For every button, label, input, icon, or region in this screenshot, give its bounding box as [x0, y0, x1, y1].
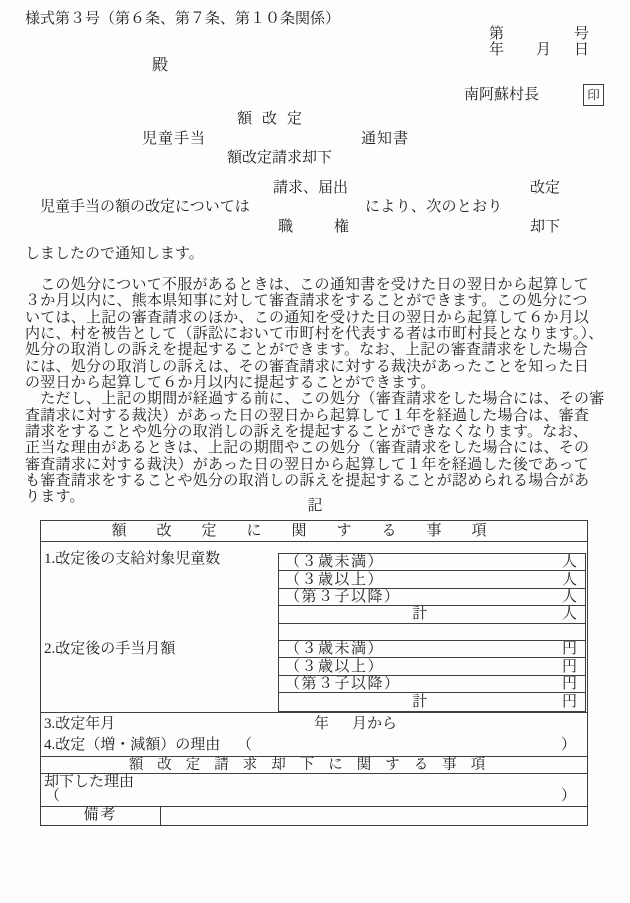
table-section1-header: 額改定に関する事項 [41, 521, 587, 542]
spacer-row [279, 624, 585, 641]
form-number: 様式第３号（第６条、第７条、第１０条関係） [25, 11, 341, 27]
row-unit: 人 [561, 571, 577, 588]
rejection-paren-close: ） [561, 788, 577, 804]
record-mark: 記 [307, 498, 323, 514]
child-count-row [279, 571, 585, 588]
title-suffix: 通知書 [361, 131, 410, 147]
row-unit: 人 [561, 554, 577, 571]
remarks-row [41, 806, 587, 825]
intro-lead: 児童手当の額の改定については [40, 199, 250, 215]
row-label: 計 [412, 606, 429, 623]
date-month-label: 月 [536, 42, 552, 58]
row-unit: 円 [561, 641, 577, 658]
remarks-label: 備考 [41, 807, 161, 825]
title-subject: 児童手当 [142, 131, 207, 147]
date-year-label: 年 [489, 42, 505, 58]
appeal-notice-line: の翌日から起算して６か月以内に提起することができます。 [25, 375, 436, 392]
addressee-honorific: 殿 [152, 57, 169, 74]
intro-means-bottom: 職権 [278, 219, 391, 235]
table-section2-header: 額改定請求却下に関する事項 [41, 756, 587, 774]
row-unit: 人 [561, 606, 577, 623]
intro-closing: しましたので通知します。 [25, 246, 204, 262]
doc-number-prefix: 第 [489, 26, 505, 42]
row-label: （３歳以上） [285, 658, 385, 675]
row-label: （第３子以降） [285, 675, 401, 692]
row-unit: 円 [561, 693, 577, 710]
official-seal-box: 印 [583, 84, 604, 106]
appeal-notice-line: 内に、村を被告として（訴訟において市町村を代表する者は市町村長となります。）、 [25, 326, 604, 343]
allowance-amount-total-row [279, 693, 585, 710]
table-items-region [41, 542, 587, 712]
rejection-paren-open: （ [45, 788, 61, 804]
child-count-row [279, 554, 585, 571]
allowance-amount-row [279, 641, 585, 658]
row-label: （第３子以降） [285, 588, 401, 605]
allowance-amount-row [279, 676, 585, 693]
appeal-notice-line: 請求をすることや処分の取消しの訴えを提起することができなくなります。なお、 [25, 424, 589, 441]
intro-result-bottom: 却下 [530, 219, 561, 235]
appeal-notice-line: この処分について不服があるときは、この通知書を受けた日の翌日から起算して [25, 277, 589, 293]
row-label: （３歳未満） [285, 641, 385, 658]
appeal-notice-line: ３か月以内に、熊本県知事に対して審査請求をすることができます。この処分につ [25, 293, 588, 310]
remarks-blank-cell [161, 807, 587, 825]
appeal-notice-line: 正当な理由があるときは、上記の期間やこの処分（審査請求をした場合には、その [25, 440, 590, 457]
row-label: （３歳以上） [285, 571, 385, 588]
item2-label: 2.改定後の手当月額 [44, 641, 176, 657]
item3-month-label: 月から [352, 716, 398, 732]
item1-label: 1.改定後の支給対象児童数 [44, 551, 221, 567]
appeal-notice-line: も審査請求をすることや処分の取消しの訴えを提起することが認められる場合があ [25, 473, 590, 490]
counts-amounts-table [278, 553, 586, 712]
appeal-notice [25, 277, 615, 506]
appeal-notice-line: 処分の取消しの訴えを提起することができます。なお、上記の審査請求をした場合 [25, 342, 589, 359]
intro-result-top: 改定 [530, 180, 561, 196]
child-count-row [279, 589, 585, 606]
appeal-notice-line: 審査請求に対する裁決）があった日の翌日から起算して１年を経過した後であって [25, 456, 589, 473]
appeal-notice-line: 査請求に対する裁決）があった日の翌日から起算して１年を経過した場合は、審査 [25, 407, 590, 424]
issuer-name: 南阿蘇村長 [464, 87, 540, 103]
item4-paren-open: （ [237, 737, 253, 753]
row-label: （３歳未満） [285, 554, 385, 571]
allowance-amount-row [279, 658, 585, 675]
item3-label: 3.改定年月 [44, 716, 116, 732]
revision-table [40, 520, 588, 826]
row-label: 計 [412, 693, 429, 710]
item4-paren-close: ） [561, 737, 577, 753]
row-unit: 円 [561, 675, 577, 692]
doc-number-suffix: 号 [574, 26, 590, 42]
appeal-notice-line: いては、上記の審査請求のほか、この通知を受けた日の翌日から起算して６か月以 [25, 309, 590, 326]
rejection-reason-label: 却下した理由 [44, 774, 135, 790]
intro-connector: により、次のとおり [365, 199, 503, 215]
title-option-bottom: 額改定請求却下 [227, 150, 333, 166]
intro-means-top: 請求、届出 [273, 180, 349, 196]
row-unit: 円 [561, 658, 577, 675]
item4-label: 4.改定（増・減額）の理由 [44, 737, 221, 753]
item3-year-label: 年 [314, 716, 330, 732]
row-unit: 人 [561, 588, 577, 605]
rejection-reason-region [41, 774, 587, 806]
title-option-top: 額改定 [237, 111, 313, 127]
appeal-notice-line: ります。 [25, 489, 85, 506]
table-items-3-4-region [41, 712, 587, 756]
appeal-notice-line: ただし、上記の期間が経過する前に、この処分（審査請求をした場合には、その審 [25, 391, 605, 408]
date-day-label: 日 [574, 42, 590, 58]
appeal-notice-line: には、処分の取消しの訴えは、その審査請求に対する裁決があったことを知った日 [25, 358, 590, 375]
child-count-total-row [279, 606, 585, 623]
